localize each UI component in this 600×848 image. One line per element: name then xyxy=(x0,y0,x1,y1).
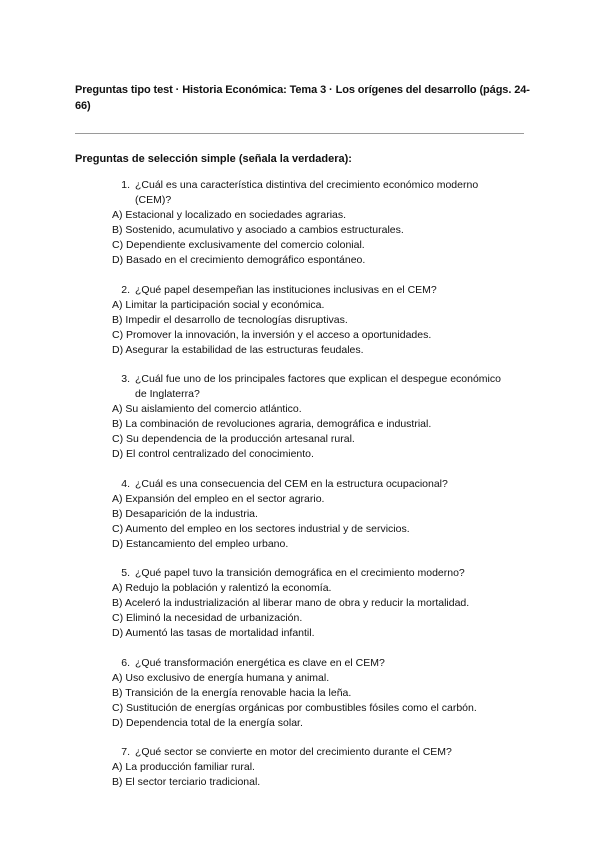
question-number: 6. xyxy=(121,656,130,669)
answer-option: A) La producción familiar rural. xyxy=(112,761,255,773)
question-number: 2. xyxy=(121,283,130,296)
answer-option: C) Aumento del empleo en los sectores industrial y de servicios. xyxy=(112,522,410,535)
answer-option: B) Transición de la energía renovable hacia la leña. xyxy=(112,686,352,699)
question-text: ¿Qué papel tuvo la transición demográfica en el crecimiento moderno? xyxy=(135,567,465,579)
question-text: ¿Cuál es una característica distintiva del crecimiento económico moderno (CEM)? xyxy=(135,179,479,206)
answer-option: D) Basado en el crecimiento demográfico espontáneo. xyxy=(112,254,366,266)
answer-option: B) Desaparición de la industria. xyxy=(112,507,258,520)
question-item xyxy=(0,283,600,358)
answer-options xyxy=(0,402,600,462)
answer-option: C) Eliminó la necesidad de urbanización. xyxy=(112,612,303,624)
answer-options xyxy=(0,208,600,268)
question-text: ¿Qué sector se convierte en motor del crecimiento durante el CEM? xyxy=(135,746,452,758)
answer-option: A) Estacional y localizado en sociedades agrarias. xyxy=(112,209,347,221)
answer-option: A) Redujo la población y ralentizó la economía. xyxy=(112,582,332,594)
question-item xyxy=(0,745,600,790)
question-text: ¿Qué transformación energética es clave en el CEM? xyxy=(135,656,385,669)
answer-option: B) El sector terciario tradicional. xyxy=(112,776,261,788)
horizontal-divider xyxy=(75,133,524,134)
answer-option: A) Su aislamiento del comercio atlántico. xyxy=(112,403,302,415)
question-item xyxy=(0,656,600,731)
question-text: ¿Cuál fue uno de los principales factores que explican el despegue económico de Inglaterra? xyxy=(135,373,501,400)
answer-option: B) Sostenido, acumulativo y asociado a cambios estructurales. xyxy=(112,224,404,236)
answer-options xyxy=(0,298,600,358)
answer-option: C) Promover la innovación, la inversión y el acceso a oportunidades. xyxy=(112,328,432,341)
answer-option: A) Uso exclusivo de energía humana y animal. xyxy=(112,671,330,684)
section-heading: Preguntas de selección simple (señala la verdadera): xyxy=(75,153,352,165)
question-number: 5. xyxy=(121,567,130,579)
question-item xyxy=(0,566,600,641)
answer-option: C) Dependiente exclusivamente del comercio colonial. xyxy=(112,239,365,251)
answer-option: A) Expansión del empleo en el sector agrario. xyxy=(112,492,325,505)
answer-option: D) Estancamiento del empleo urbano. xyxy=(112,537,289,550)
question-item xyxy=(0,372,600,462)
answer-option: B) Impedir el desarrollo de tecnologías disruptivas. xyxy=(112,313,348,326)
question-list xyxy=(0,178,600,805)
answer-option: B) La combinación de revoluciones agraria, demográfica e industrial. xyxy=(112,418,432,430)
question-item xyxy=(0,178,600,268)
question-number: 4. xyxy=(121,477,130,490)
question-text: ¿Cuál es una consecuencia del CEM en la estructura ocupacional? xyxy=(135,477,448,490)
question-number: 1. xyxy=(121,179,130,191)
question-number: 3. xyxy=(121,373,130,385)
answer-options xyxy=(0,581,600,641)
answer-option: D) Asegurar la estabilidad de las estructuras feudales. xyxy=(112,343,364,356)
answer-options xyxy=(0,671,600,731)
document-title: Preguntas tipo test · Historia Económica: Tema 3 · Los orígenes del desarrollo (págs. 24-66) xyxy=(75,84,530,112)
answer-option: D) Aumentó las tasas de mortalidad infantil. xyxy=(112,627,315,639)
answer-option: A) Limitar la participación social y económica. xyxy=(112,298,325,311)
answer-options xyxy=(0,760,600,790)
answer-option: D) El control centralizado del conocimiento. xyxy=(112,448,314,460)
answer-option: D) Dependencia total de la energía solar. xyxy=(112,716,303,729)
answer-option: C) Su dependencia de la producción artesanal rural. xyxy=(112,433,355,445)
answer-option: C) Sustitución de energías orgánicas por combustibles fósiles como el carbón. xyxy=(112,701,477,714)
question-item xyxy=(0,477,600,552)
question-text: ¿Qué papel desempeñan las instituciones inclusivas en el CEM? xyxy=(135,283,437,296)
answer-option: B) Aceleró la industrialización al liberar mano de obra y reducir la mortalidad. xyxy=(112,597,470,609)
answer-options xyxy=(0,492,600,552)
question-number: 7. xyxy=(121,746,130,758)
